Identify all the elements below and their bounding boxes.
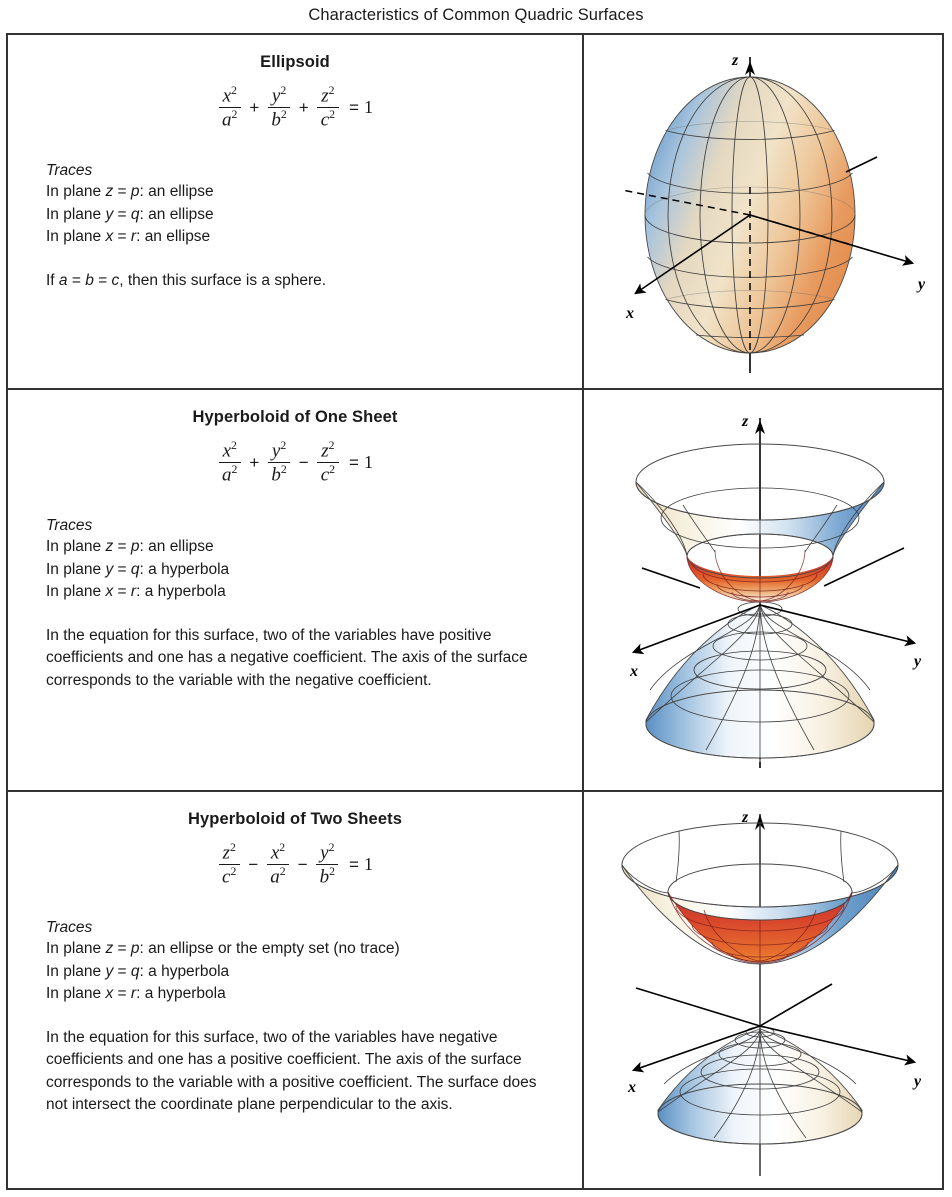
row-figure-cell <box>582 792 942 1188</box>
quadric-surfaces-table <box>6 33 944 1190</box>
operator: − <box>248 854 259 874</box>
x-axis-upper-segment <box>636 988 760 1026</box>
equation-rhs: 1 <box>363 452 373 473</box>
table-row <box>8 790 942 1188</box>
numerator: $x^2$ <box>267 842 289 865</box>
equals-sign: = <box>349 97 359 117</box>
y-axis-label: y <box>914 653 922 670</box>
surface-title: Ellipsoid <box>260 53 330 71</box>
denominator: $a^2$ <box>222 463 238 486</box>
hyperboloid-two-sheets-figure <box>584 792 942 1186</box>
denominator: $c^2$ <box>222 865 237 888</box>
trace-line: In plane y = q: a hyperbola <box>46 560 230 578</box>
fraction-term <box>267 440 290 485</box>
y-axis-upper-segment <box>760 984 832 1026</box>
traces-label: Traces <box>46 517 93 535</box>
trace-line: In plane y = q: a hyperbola <box>46 962 230 980</box>
surface-title: Hyperboloid of Two Sheets <box>188 810 402 828</box>
operator: − <box>298 452 309 472</box>
y-axis-label: y <box>918 276 926 293</box>
fraction-term <box>266 842 289 887</box>
denominator: $a^2$ <box>270 865 286 888</box>
fraction-term <box>267 85 290 130</box>
denominator: $b^2$ <box>319 865 336 888</box>
trace-line: In plane z = p: an ellipse <box>46 183 214 201</box>
surface-note: In the equation for this surface, two of the variables have negative coefficients and one has a positive coefficient. The axis of the surface corresponds to the variable with a positive coefficient. The surface does not intersect the coordinate plane perpendicular to the axis. <box>46 1028 537 1114</box>
row-text-cell <box>8 35 582 388</box>
traces-label: Traces <box>46 919 93 937</box>
numerator: $y^2$ <box>268 440 290 463</box>
row-figure-cell <box>582 390 942 790</box>
denominator: $c^2$ <box>320 108 336 131</box>
denominator: $b^2$ <box>271 108 287 131</box>
row-text-cell <box>8 792 582 1188</box>
equals-sign: = <box>349 452 359 472</box>
fraction-term <box>316 842 339 887</box>
trace-line: In plane y = q: an ellipse <box>46 205 214 223</box>
x-axis-label: x <box>628 1079 636 1096</box>
table-row <box>8 388 942 790</box>
row-figure-cell <box>582 35 942 388</box>
numerator: $y^2$ <box>316 842 338 865</box>
y-axis-label: y <box>914 1073 922 1090</box>
row-text-cell <box>8 390 582 790</box>
hyperboloid-one-sheet-figure <box>584 390 942 788</box>
equation-rhs: 1 <box>363 97 373 118</box>
fraction-term <box>317 85 339 130</box>
surface-equation <box>8 85 582 130</box>
trace-line: In plane x = r: an ellipse <box>46 228 211 246</box>
numerator: $y^2$ <box>268 85 290 108</box>
fraction-term <box>218 842 240 887</box>
x-axis-label: x <box>626 305 634 322</box>
traces-label: Traces <box>46 162 93 180</box>
operator: + <box>298 97 309 117</box>
trace-line: In plane x = r: a hyperbola <box>46 985 226 1003</box>
z-axis-label: z <box>742 413 749 430</box>
numerator: $x^2$ <box>219 85 241 108</box>
x-axis-label: x <box>630 663 638 680</box>
operator: − <box>297 854 308 874</box>
numerator: $z^2$ <box>317 440 338 463</box>
trace-line: In plane x = r: a hyperbola <box>46 583 226 601</box>
trace-line: In plane z = p: an ellipse <box>46 538 214 556</box>
equals-sign: = <box>349 854 359 874</box>
fraction-term <box>317 440 339 485</box>
surface-title: Hyperboloid of One Sheet <box>192 408 398 426</box>
y-axis-upper-segment <box>846 157 877 172</box>
trace-line: In plane z = p: an ellipse or the empty set (no trace) <box>46 940 400 958</box>
operator: + <box>249 452 260 472</box>
surface-note: If a = b = c, then this surface is a sphere. <box>46 271 327 289</box>
numerator: $z^2$ <box>317 85 338 108</box>
denominator: $c^2$ <box>320 463 336 486</box>
operator: + <box>249 97 260 117</box>
denominator: $b^2$ <box>271 463 287 486</box>
z-axis-label: z <box>742 809 749 826</box>
fraction-term <box>218 85 241 130</box>
y-axis-upper-segment <box>824 548 904 586</box>
equation-rhs: 1 <box>363 854 373 875</box>
table-row <box>8 35 942 388</box>
z-axis-label: z <box>732 52 739 69</box>
numerator: $x^2$ <box>219 440 241 463</box>
surface-equation <box>8 440 582 485</box>
numerator: $z^2$ <box>219 842 240 865</box>
ellipsoid-figure <box>584 35 942 384</box>
fraction-term <box>218 440 241 485</box>
surface-equation <box>8 842 582 887</box>
denominator: $a^2$ <box>222 108 238 131</box>
surface-note: In the equation for this surface, two of the variables have positive coefficients and one has a negative coefficient. The axis of the surface corresponds to the variable with the negative coefficient. <box>46 626 528 689</box>
page-title: Characteristics of Common Quadric Surfaces <box>308 6 644 24</box>
